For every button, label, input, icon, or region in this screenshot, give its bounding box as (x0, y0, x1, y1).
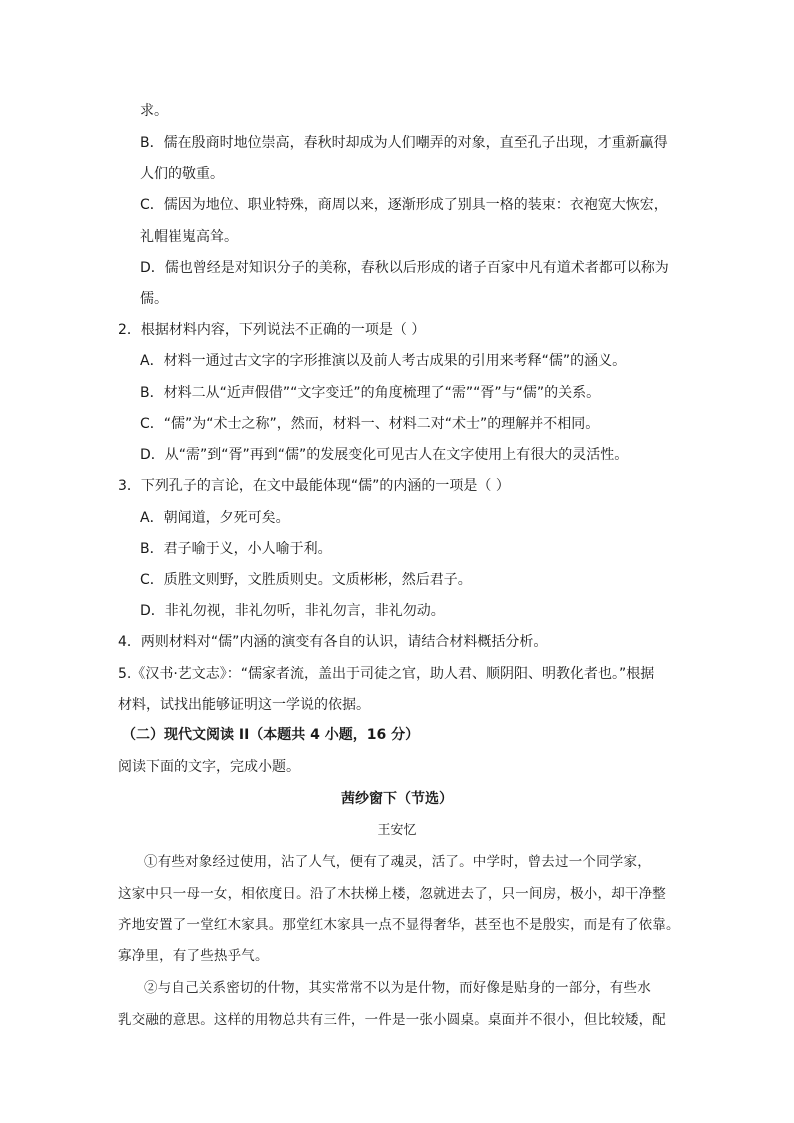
paragraph-line: 寡净里，有了些热乎气。 (118, 948, 269, 964)
question-2-option-b: B．材料二从“近声假借”“文字变迁”的角度梳理了“需”“胥”与“儒”的关系。 (140, 385, 601, 401)
question-2-option-c: C．“儒”为“术士之称”，然而，材料一、材料二对“术士”的理解并不相同。 (140, 416, 600, 432)
question-5-line: 材料，试找出能够证明这一学说的依据。 (118, 697, 370, 713)
option-c-line: C．儒因为地位、职业特殊，商周以来，逐渐形成了别具一格的装束：衣袍宽大恢宏， (140, 197, 668, 213)
option-text-line: 求。 (140, 103, 168, 119)
question-2-option-d: D．从“需”到“胥”再到“儒”的发展变化可见古人在文字使用上有很大的灵活性。 (140, 447, 629, 463)
question-3-option-b: B．君子喻于义，小人喻于利。 (140, 541, 332, 557)
option-d-line: D．儒也曾经是对知识分子的美称，春秋以后形成的诸子百家中凡有道术者都可以称为 (140, 260, 669, 276)
passage-author: 王安忆 (377, 823, 417, 838)
question-3-option-d: D．非礼勿视，非礼勿听，非礼勿言，非礼勿动。 (140, 603, 445, 619)
question-4-stem: 4．两则材料对“儒”内涵的演变有各自的认识，请结合材料概括分析。 (118, 634, 548, 650)
question-2-option-a: A．材料一通过古文字的字形推演以及前人考古成果的引用来考释“儒”的涵义。 (140, 353, 627, 369)
option-d-line: 儒。 (140, 291, 168, 307)
paragraph-line: ①有些对象经过使用，沾了人气，便有了魂灵，活了。中学时，曾去过一个同学家， (144, 854, 651, 870)
question-2-stem: 2．根据材料内容，下列说法不正确的一项是（ ） (118, 322, 426, 338)
reading-instruction: 阅读下面的文字，完成小题。 (118, 759, 300, 775)
option-b-line: 人们的敬重。 (140, 166, 224, 182)
question-3-option-a: A．朝闻道，夕死可矣。 (140, 510, 290, 526)
question-3-option-c: C．质胜文则野，文胜质则史。文质彬彬，然后君子。 (140, 572, 472, 588)
question-5-line: 5.《汉书·艺文志》：“儒家者流，盖出于司徒之官，助人君、顺阴阳、明教化者也。”根据 (118, 666, 655, 682)
section-heading: （二）现代文阅读 II（本题共 4 小题，16 分） (122, 727, 420, 743)
option-c-line: 礼帽崔嵬高耸。 (140, 229, 238, 245)
question-3-stem: 3．下列孔子的言论，在文中最能体现“儒”的内涵的一项是（ ） (118, 478, 510, 494)
paragraph-line: ②与自己关系密切的什物，其实常常不以为是什物，而好像是贴身的一部分，有些水 (144, 980, 651, 996)
paragraph-line: 乳交融的意思。这样的用物总共有三件，一件是一张小圆桌。桌面并不很小，但比较矮，配 (118, 1012, 666, 1028)
paragraph-line: 这家中只一母一女，相依度日。沿了木扶梯上楼，忽就进去了，只一间房，极小，却干净整 (118, 886, 666, 902)
paragraph-line: 齐地安置了一堂红木家具。那堂红木家具一点不显得奢华，甚至也不是殷实，而是有了依靠。 (118, 917, 680, 933)
option-b-line: B．儒在殷商时地位崇高，春秋时却成为人们嘲弄的对象，直至孔子出现，才重新赢得 (140, 135, 668, 151)
passage-title: 茜纱窗下（节选） (341, 791, 453, 807)
